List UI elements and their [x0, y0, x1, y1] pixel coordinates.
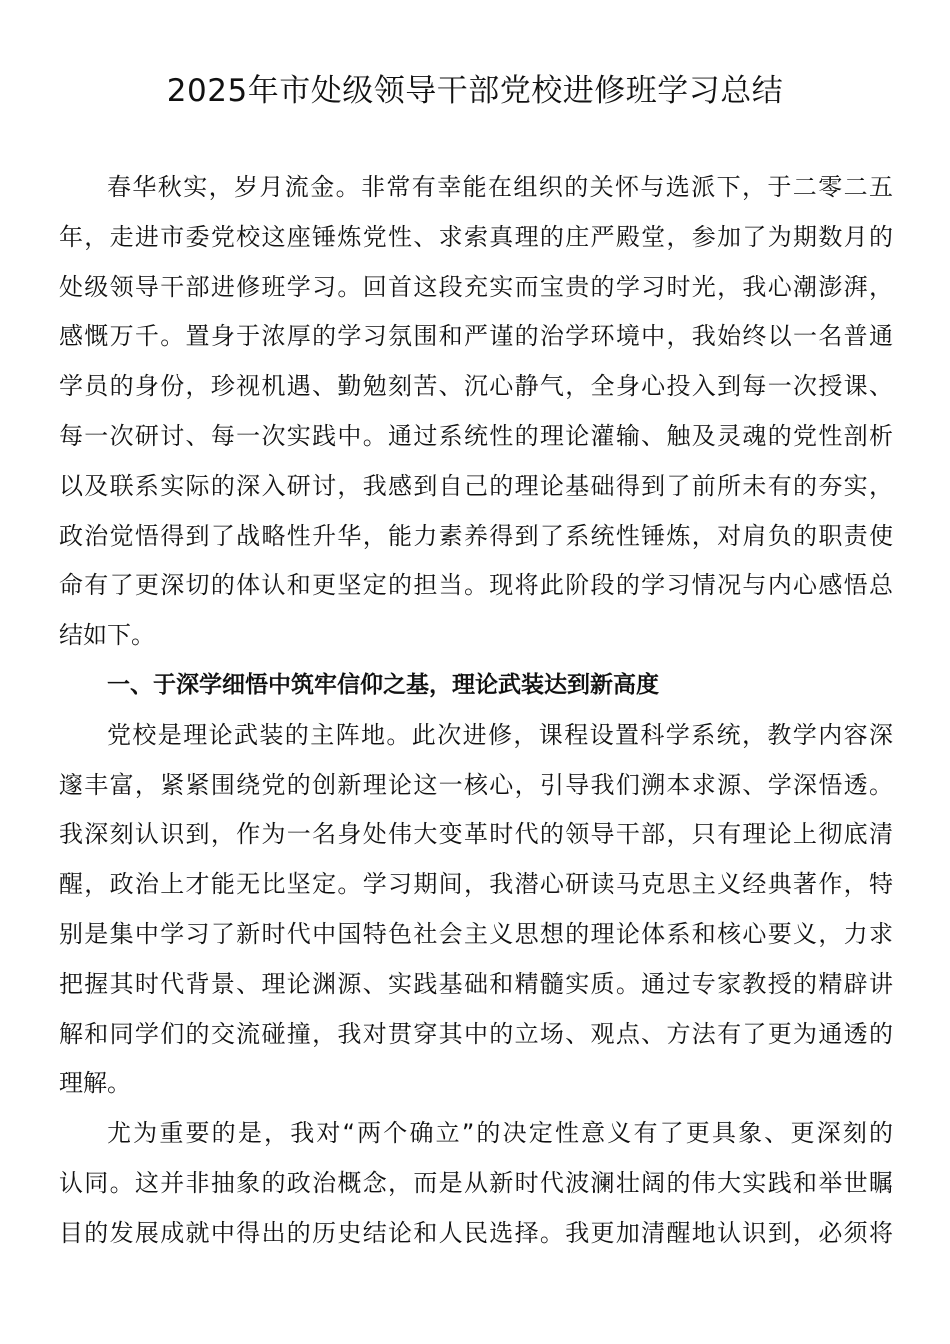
paragraph-line: 每一次研讨、每一次实践中。通过系统性的理论灌输、触及灵魂的党性剖析	[59, 421, 893, 450]
paragraph-line: 年，走进市委党校这座锤炼党性、求索真理的庄严殿堂，参加了为期数月的	[59, 222, 893, 251]
paragraph-line: 别是集中学习了新时代中国特色社会主义思想的理论体系和核心要义，力求	[59, 919, 893, 948]
paragraph-line: 感慨万千。置身于浓厚的学习氛围和严谨的治学环境中，我始终以一名普通	[59, 322, 893, 351]
paragraph-line: 理解。	[59, 1069, 131, 1098]
paragraph-line: 命有了更深切的体认和更坚定的担当。现将此阶段的学习情况与内心感悟总	[59, 571, 893, 600]
section-heading: 一、于深学细悟中筑牢信仰之基，理论武装达到新高度	[107, 671, 659, 698]
paragraph-line: 目的发展成就中得出的历史结论和人民选择。我更加清醒地认识到，必须将	[59, 1218, 893, 1247]
paragraph-line: 醒，政治上才能无比坚定。学习期间，我潜心研读马克思主义经典著作，特	[59, 870, 893, 899]
paragraph-line: 处级领导干部进修班学习。回首这段充实而宝贵的学习时光，我心潮澎湃，	[59, 272, 893, 301]
paragraph-line: 政治觉悟得到了战略性升华，能力素养得到了系统性锤炼，对肩负的职责使	[59, 521, 893, 550]
document-body	[59, 163, 893, 1259]
document-title: 2025年市处级领导干部党校进修班学习总结	[166, 73, 784, 109]
paragraph-line: 解和同学们的交流碰撞，我对贯穿其中的立场、观点、方法有了更为通透的	[59, 1019, 893, 1048]
paragraph-line: 结如下。	[59, 621, 155, 650]
paragraph-line: 邃丰富，紧紧围绕党的创新理论这一核心，引导我们溯本求源、学深悟透。	[59, 770, 893, 799]
paragraph-line: 尤为重要的是，我对“两个确立”的决定性意义有了更具象、更深刻的	[107, 1119, 893, 1148]
paragraph-line: 认同。这并非抽象的政治概念，而是从新时代波澜壮阔的伟大实践和举世瞩	[59, 1168, 893, 1197]
paragraph-line: 春华秋实，岁月流金。非常有幸能在组织的关怀与选派下，于二零二五	[107, 173, 893, 201]
paragraph-line: 我深刻认识到，作为一名身处伟大变革时代的领导干部，只有理论上彻底清	[59, 820, 893, 849]
paragraph-line: 把握其时代背景、理论渊源、实践基础和精髓实质。通过专家教授的精辟讲	[59, 969, 893, 998]
paragraph-line: 党校是理论武装的主阵地。此次进修，课程设置科学系统，教学内容深	[107, 720, 893, 749]
paragraph-line: 学员的身份，珍视机遇、勤勉刻苦、沉心静气，全身心投入到每一次授课、	[59, 372, 893, 401]
paragraph-line: 以及联系实际的深入研讨，我感到自己的理论基础得到了前所未有的夯实，	[59, 471, 893, 500]
